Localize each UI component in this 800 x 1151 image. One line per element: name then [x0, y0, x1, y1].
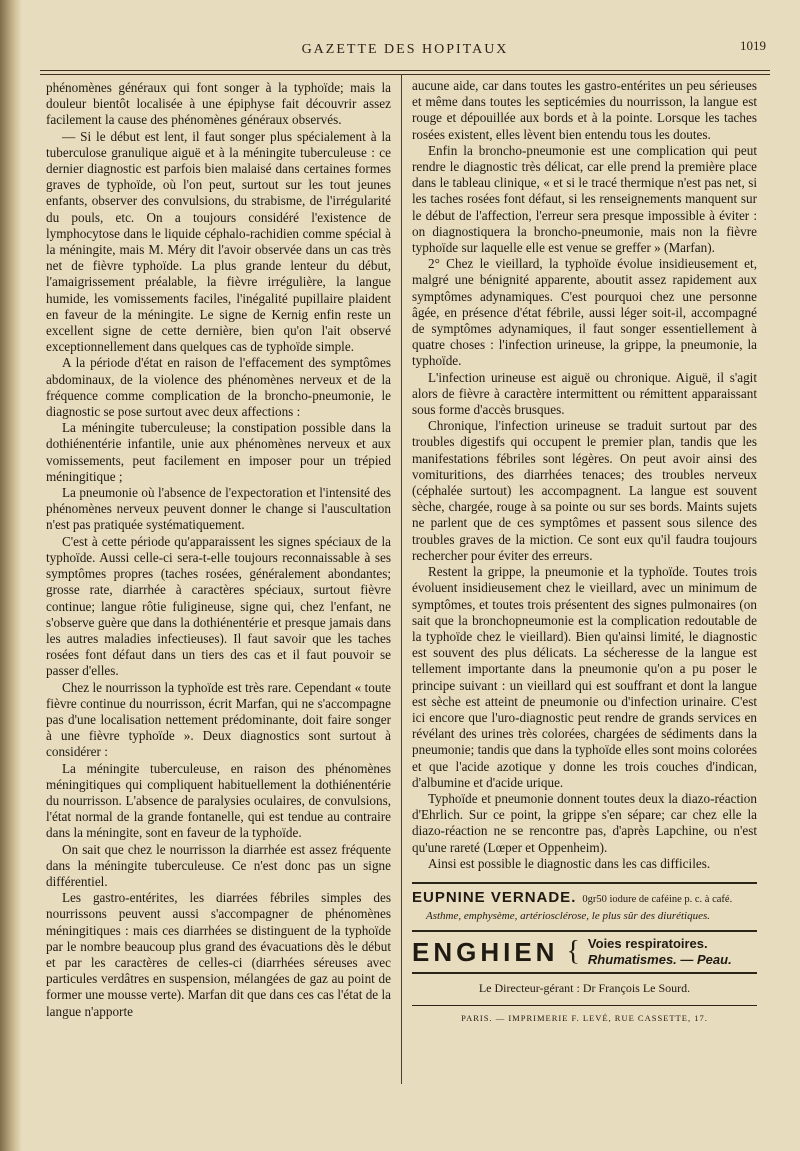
paragraph: La méningite tuberculeuse; la constipation possible dans la dothiénentérie infantile, unie aux phénomènes nerveux et aux vomissements, peut facilement en imposer pour un trépied méningitique ; — [46, 420, 391, 484]
paragraph: Ainsi est possible le diagnostic dans les cas difficiles. — [428, 855, 711, 871]
paragraph: aucune aide, car dans toutes les gastro-entérites un peu sérieuses et même dans toutes les septicémies du nourrisson, la langue est rouge et dépouillée aux bords et à la pointe. Lorsque les taches rosées existent, elles lèvent bien entendu tous les doutes. — [412, 78, 757, 142]
paragraph: C'est à cette période qu'apparaissent les signes spéciaux de la typhoïde. Aussi celle-ci sera-t-elle toujours reconnaissable à ses symptômes propres (taches rosées, généralement abondantes; grosse rate, diarrhée à caractères spéciaux, surtout fièvre continue; langue rôtie fuligineuse, signe qui, chez l'enfant, ne s'observe guère que dans la dothiénentérie et presque jamais dans les autres maladies infectieuses). Il faut savoir que les taches rosées font défaut dans un tiers des cas et il faut pouvoir se passer d'elles. — [46, 533, 391, 679]
enghien-indications — [588, 936, 732, 968]
editor-signature: Le Directeur-gérant : Dr François Le Sourd. — [478, 981, 691, 996]
paragraph: A la période d'état en raison de l'effacement des symptômes abdominaux, de la violence des phénomènes nerveux et de la fréquence comme complication de la broncho-pneumonie, le diagnostic se pose surtout avec deux affections : — [46, 355, 391, 420]
paragraph: On sait que chez le nourrisson la diarrhée est assez fréquente dans la méningite tuberculeuse. Ce n'est donc pas un signe différentiel. — [46, 841, 391, 889]
eupnine-brand: EUPNINE VERNADE. — [412, 888, 577, 906]
brace-glyph: { — [566, 936, 580, 968]
page-header — [40, 38, 770, 62]
paragraph: Enfin la broncho-pneumonie est une complication qui peut rendre le diagnostic très délicat, car elle prend la première place dans le tableau clinique, « et si le tracé thermique n'est pas net, si les taches rosées font défaut, si les renseignements manquent sur le début de l'affection, l'erreur sera presque impossible à éviter : on diagnostiquera la broncho-pneumonie, mais non la fièvre typhoïde sur laquelle elle est venue se greffer » (Marfan). — [412, 142, 757, 256]
paragraph: phénomènes généraux qui font songer à la typhoïde; mais la douleur bientôt localisée à une épiphyse fait découvrir assez facilement la cause des phénomènes généraux observés. — [46, 80, 391, 128]
enghien-brand: ENGHIEN — [412, 937, 559, 968]
eupnine-description: 0gr50 iodure de caféine p. c. à café. — [582, 893, 733, 905]
paragraph: Restent la grippe, la pneumonie et la typhoïde. Toutes trois évoluent insidieusement chez le vieillard, avec un minimum de symptômes, et toutes trois présentent des signes pulmonaires (on sait que la bronchopneumonie est la complication redoutable de la typhoïde chez le vieillard). Bien qu'ainsi limité, le diagnostic est souvent des plus délicats. La sécheresse de la langue est tellement importante dans la pneumonie qu'on a pu poser le principe suivant : un vieillard qui est souffrant et dont la langue est sèche est atteint de pneumonie ou d'infection urinaire. C'est ici encore que l'uro-diagnostic peut rendre de grands services en révélant des urines très colorées, chargées de sédiments dans la pneumonie; tandis que dans la typhoïde elles sont moins colorées et que l'acide azotique y donne les trois couches d'indican, d'albumine et d'acide urique. — [412, 564, 757, 790]
eupnine-advertisement — [412, 882, 757, 924]
paragraph: La pneumonie où l'absence de l'expectoration et l'intensité des phénomènes nerveux peuvent donner le change si l'auscultation n'est pas pratiquée systématiquement. — [46, 485, 391, 533]
paragraph: Chez le nourrisson la typhoïde est très rare. Cependant « toute fièvre continue du nourrisson, écrit Marfan, qui ne s'accompagne pas d'une localisation nettement prédominante, doit faire songer à une fièvre typhoïde ». Deux diagnostics sont surtout à considérer : — [46, 679, 391, 760]
paragraph: Typhoïde et pneumonie donnent toutes deux la diazo-réaction d'Ehrlich. Sur ce point, la grippe s'en sépare; car chez elle la diazo-réaction ne se rencontre pas, d'après Lapchine, ou n'est qu'une rareté (Lœper et Oppenheim). — [412, 790, 757, 855]
paragraph: Les gastro-entérites, les diarrées fébriles simples des nourrissons peuvent aussi s'accompagner de phénomènes méningitiques : mais ces diarrhées se distinguent de la typhoïde par le nombre beaucoup plus grand des évacuations dès le début et par les caractères de celles-ci (diarrhées séreuses avec particules verdâtres en suspension, mélangées de gaz au point de former une mousse verte). Marfan dit que dans ces cas l'état de la langue n'apporte — [46, 890, 391, 1019]
right-column — [412, 78, 757, 1026]
page-number: 1019 — [740, 38, 766, 53]
paragraph: L'infection urineuse est aiguë ou chronique. Aiguë, il s'agit alors de fièvre à caractère intermittent ou rémittent apparaissant sous forme d'accès brusques. — [412, 369, 757, 418]
printer-imprint: PARIS. — IMPRIMERIE F. LEVÉ, RUE CASSETTE, 17. — [412, 1005, 757, 1026]
enghien-line: Voies respiratoires. — [587, 936, 708, 952]
enghien-advertisement — [412, 930, 757, 974]
paragraph: 2° Chez le vieillard, la typhoïde évolue insidieusement et, malgré une bénignité apparente, aboutit assez rapidement aux symptômes adynamiques. C'est pourquoi chez une personne âgée, en présence d'état fébrile, aussi léger soit-il, accompagné de symptômes adynamiques, il faut songer essentiellement à quatre choses : l'infection urineuse, la grippe, la pneumonie, la typhoïde. — [412, 256, 757, 369]
column-divider — [401, 74, 402, 1084]
paragraph: La méningite tuberculeuse, en raison des phénomènes méningitiques qui compliquent habituellement la dothiénentérie du nourrisson. L'absence de paralysies oculaires, de convulsions, l'état normal de la grande fontanelle, qui est tendue au contraire dans la méningite, sont en faveur de la typhoïde. — [46, 760, 391, 841]
enghien-line: Rhumatismes. — Peau. — [587, 952, 732, 968]
paragraph: Chronique, l'infection urineuse se traduit surtout par des troubles digestifs qui occupent le premier plan, tandis que les manifestations fébriles sont légères. On peut avoir ainsi des vomituritions, des diarrhées tenaces; des troubles nerveux (céphalée surtout) les accompagnent. La langue est souvent sèche, chargée, rouge à sa pointe ou sur ses bords. Maints sujets ne parlent que de ces symptômes et passent sous silence des troubles graves de la miction. Ce sont eux qu'il faudra toujours rechercher pour éviter des erreurs. — [412, 418, 757, 563]
paragraph: — Si le début est lent, il faut songer plus spécialement à la tuberculose granulique aiguë et à la méningite tuberculeuse : ce dernier diagnostic est parfois bien malaisé dans certaines formes graves de typhoïde, où l'on peut, surtout sur les tout jeunes enfants, observer des convulsions, du strabisme, de l'irrégularité du pouls, etc. On a toujours considéré l'existence de lymphocytose dans le liquide céphalo-rachidien comme spécial à la méningite, mais M. Méry dit l'avoir observée dans un cas très net de fièvre typhoïde. La plus grande lenteur du début, l'amaigrissement préalable, la fièvre irrégulière, la langue humide, les vomissements faciles, l'inégalité pupillaire plaident en faveur de la méningite. Le signe de Kernig enfin reste un excellent signe de cette dernière, bien qu'on l'ait observé exceptionnellement dans quelques cas de typhoïde simple. — [46, 128, 391, 355]
eupnine-tagline: Asthme, emphysème, artériosclérose, le plus sûr des diurétiques. — [426, 910, 711, 923]
header-rule — [40, 70, 770, 75]
page-edge-shadow — [0, 0, 22, 1151]
running-title: GAZETTE DES HOPITAUX — [301, 42, 509, 57]
left-column — [46, 80, 391, 1020]
